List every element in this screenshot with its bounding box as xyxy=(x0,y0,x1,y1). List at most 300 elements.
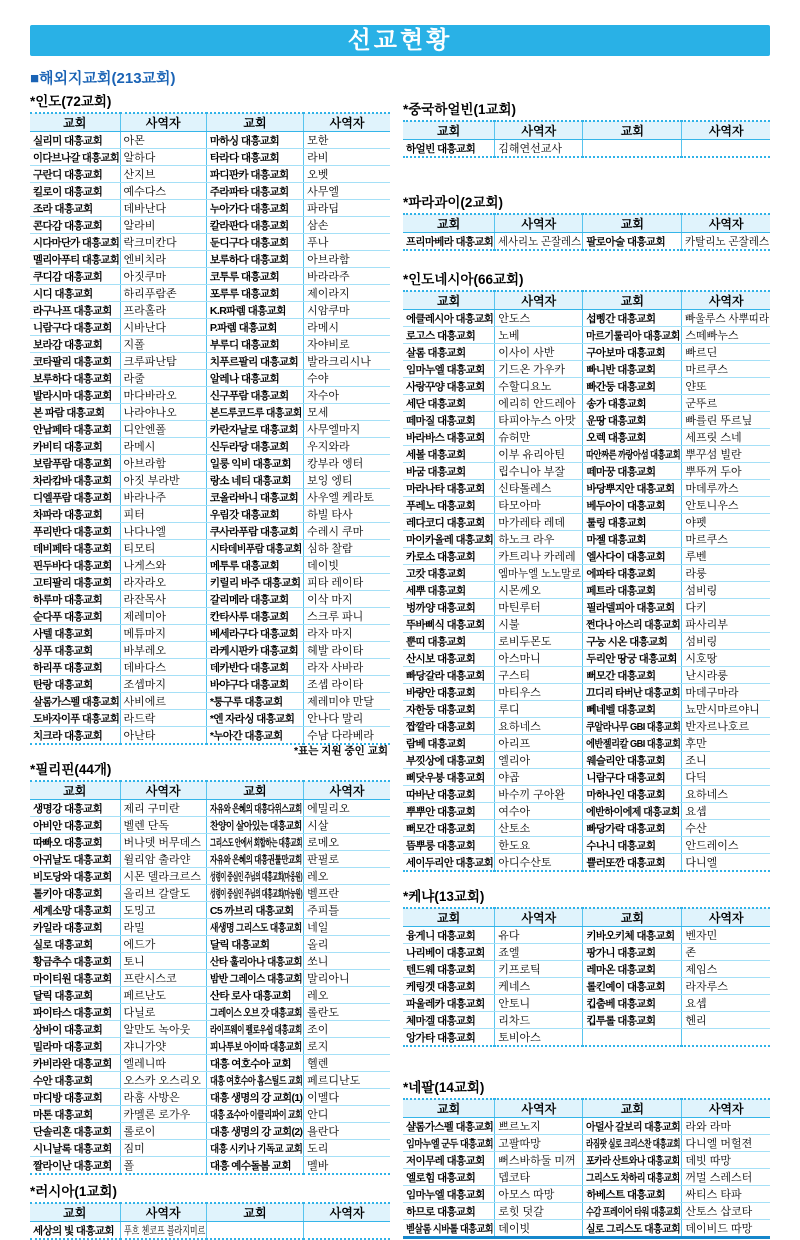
church-cell: 샬롬가스펠 대흥교회 xyxy=(403,1118,495,1135)
church-cell: 베두아이 대흥교회 xyxy=(583,497,682,514)
table-row xyxy=(30,438,390,455)
worker-cell: 우지와라 xyxy=(304,438,390,455)
table-row xyxy=(30,1157,390,1175)
column-header: 사역자 xyxy=(120,781,206,800)
table-row xyxy=(403,650,770,667)
table-row xyxy=(30,1072,390,1089)
table-title-china-harbin: *중국하얼빈(1교회) xyxy=(403,102,517,117)
worker-cell: 시살 xyxy=(304,817,390,834)
worker-cell: 마데구마라 xyxy=(682,684,770,701)
worker-cell: 세프릿 스네 xyxy=(682,429,770,446)
church-cell: 치크라 대흥교회 xyxy=(33,729,103,742)
table-row xyxy=(30,472,390,489)
church-cell: 떼마질 대흥교회 xyxy=(403,412,495,429)
worker-cell: 카탈리노 곤잘레스 xyxy=(682,233,770,251)
worker-cell: 아모스 따망 xyxy=(495,1186,583,1203)
worker-cell: 윌리암 출라얀 xyxy=(120,851,206,868)
church-cell: P.파렘 대흥교회 xyxy=(206,319,303,336)
worker-cell: 엔비치라 xyxy=(120,251,206,268)
table-kenya xyxy=(403,907,770,1047)
worker-cell: 토비아스 xyxy=(495,1029,583,1047)
table-row xyxy=(30,936,390,953)
worker-cell: 멜바 xyxy=(304,1157,390,1175)
church-cell: 짤라이난 대흥교회 xyxy=(33,1159,112,1172)
church-cell: 마하나인 대흥교회 xyxy=(583,786,682,803)
worker-cell: 메튜마지 xyxy=(120,625,206,642)
worker-cell: 이부 유리아틴 xyxy=(495,446,583,463)
church-cell: 바야구다 대흥교회 xyxy=(206,676,303,693)
worker-cell: 마티우스 xyxy=(495,684,583,701)
worker-cell: 반자르나호르 xyxy=(682,718,770,735)
church-cell: 빠당갈라 대흥교회 xyxy=(403,667,495,684)
church-cell: 쿠사라푸람 대흥교회 xyxy=(206,523,303,540)
worker-cell: 뻐스바하둘 미꺼 xyxy=(495,1152,583,1169)
worker-cell: 아브라함 xyxy=(304,251,390,268)
church-cell: 대흥 여호수아 홈스틸드 교회 xyxy=(206,1072,303,1089)
table-row xyxy=(30,234,390,251)
church-cell: 대흥 시키나 기독교 교회 xyxy=(206,1140,303,1157)
church-cell: 아덜사 갈보리 대흥교회 xyxy=(583,1118,682,1135)
worker-cell: 푸흐 첸코프 블라지미르 xyxy=(120,1222,206,1240)
church-cell: 세뿌 대흥교회 xyxy=(403,582,495,599)
church-cell: 상바이 대흥교회 xyxy=(30,1021,120,1038)
church-cell: 에파타 대흥교회 xyxy=(583,565,682,582)
church-cell: 세계소망 대흥교회 xyxy=(30,902,120,919)
church-cell: 카로소 대흥교회 xyxy=(403,548,495,565)
church-cell: 차라캄바 대흥교회 xyxy=(30,472,120,489)
table-columns xyxy=(30,90,770,1240)
church-cell: 사텔 대흥교회 xyxy=(30,625,120,642)
church-cell: 따빠오 대흥교회 xyxy=(30,834,120,851)
worker-cell: 자수아 xyxy=(304,387,390,404)
church-cell: 디엘푸람 대흥교회 xyxy=(30,489,120,506)
worker-cell: 사무엘 xyxy=(304,183,390,200)
table-title-philippines: *필리핀(44개) xyxy=(30,762,112,777)
table-row xyxy=(30,1004,390,1021)
worker-cell: 안디 xyxy=(304,1106,390,1123)
worker-cell: 마르쿠스 xyxy=(682,531,770,548)
worker-cell: 유다 xyxy=(495,927,583,944)
worker-cell: 지폴 xyxy=(120,336,206,353)
worker-cell: 데바다스 xyxy=(120,659,206,676)
church-cell: 산시보 대흥교회 xyxy=(403,650,495,667)
worker-cell: 바수끼 구아완 xyxy=(495,786,583,803)
worker-cell: 데이빗 xyxy=(495,1220,583,1238)
church-cell: 코투루 대흥교회 xyxy=(206,268,303,285)
church-cell: 따안짜른 까랑아섬 대흥교회 xyxy=(583,446,682,463)
worker-cell: 피터 xyxy=(120,506,206,523)
church-cell: 엘사다이 대흥교회 xyxy=(583,548,682,565)
table-nepal xyxy=(403,1098,770,1239)
table-row xyxy=(30,251,390,268)
church-cell: 하리푸 대흥교회 xyxy=(30,659,120,676)
worker-cell: 에리히 안드레아 xyxy=(495,395,583,412)
worker-cell: 레오 xyxy=(304,987,390,1004)
church-cell: 벙까양 대흥교회 xyxy=(403,599,495,616)
worker-cell: 뿌뚜꺼 두아 xyxy=(682,463,770,480)
worker-cell: 마다바라오 xyxy=(120,387,206,404)
church-cell: 피나투보 아이따 대흥교회 xyxy=(206,1038,303,1055)
worker-cell: 데이빗 xyxy=(304,557,390,574)
church-cell: 마이카올레 대흥교회 xyxy=(403,531,495,548)
column-header: 교회 xyxy=(30,113,120,132)
table-row xyxy=(403,1118,770,1135)
worker-cell: 삼손 xyxy=(304,217,390,234)
worker-cell: 쁘르노지 xyxy=(495,1118,583,1135)
church-cell: 치푸르팔리 대흥교회 xyxy=(206,353,303,370)
church-cell: 레마온 대흥교회 xyxy=(583,961,682,978)
column-header: 사역자 xyxy=(304,781,390,800)
table-row xyxy=(30,608,390,625)
church-cell: 섭삥간 대흥교회 xyxy=(583,310,682,327)
worker-cell: 올리 xyxy=(304,936,390,953)
church-cell: 임마누엘 대흥교회 xyxy=(403,1186,495,1203)
worker-cell: 다딕 xyxy=(682,769,770,786)
table-row xyxy=(403,1169,770,1186)
worker-cell: 하노크 라우 xyxy=(495,531,583,548)
worker-cell: 이사이 사반 xyxy=(495,344,583,361)
church-cell: 신구푸람 대흥교회 xyxy=(206,387,303,404)
table-row xyxy=(30,1140,390,1157)
church-cell: 실로 그리스도 대흥교회 xyxy=(583,1220,682,1238)
table-row xyxy=(403,684,770,701)
worker-cell: 빠를린 뚜르닢 xyxy=(682,412,770,429)
worker-cell: 라잔목사 xyxy=(120,591,206,608)
worker-cell: 뎁코타 xyxy=(495,1169,583,1186)
church-cell: 킵투롤 대흥교회 xyxy=(583,1012,682,1029)
table-row xyxy=(403,752,770,769)
church-cell: 세이두리안 대흥교회 xyxy=(406,856,494,869)
worker-cell: 크루파난탐 xyxy=(120,353,206,370)
worker-cell: 수할디요노 xyxy=(495,378,583,395)
church-cell: 푸리반다 대흥교회 xyxy=(30,523,120,540)
church-cell: 하루마 대흥교회 xyxy=(30,591,120,608)
worker-cell: 키프로틱 xyxy=(495,961,583,978)
church-cell: 뚜바삐식 대흥교회 xyxy=(403,616,495,633)
worker-cell: 마틴루터 xyxy=(495,599,583,616)
church-cell: 찬양이 살아있는 대흥교회 xyxy=(206,817,303,834)
table-row xyxy=(30,132,390,149)
table-row xyxy=(30,557,390,574)
church-cell: 파이타스 대흥교회 xyxy=(30,1004,120,1021)
church-cell: 체마겔 대흥교회 xyxy=(403,1012,495,1029)
worker-cell: 난시라룽 xyxy=(682,667,770,684)
church-cell: 임마누엘 군두 대흥교회 xyxy=(403,1135,495,1152)
worker-cell: 꺼멀 스레스터 xyxy=(682,1169,770,1186)
worker-cell: 수야 xyxy=(304,370,390,387)
church-cell: 하므로 대흥교회 xyxy=(403,1203,495,1220)
worker-cell: 아스마니 xyxy=(495,650,583,667)
worker-cell: 판필로 xyxy=(304,851,390,868)
worker-cell: 네일 xyxy=(304,919,390,936)
worker-cell: 노베 xyxy=(495,327,583,344)
table-row xyxy=(403,718,770,735)
table-row xyxy=(403,497,770,514)
worker-cell: 사비에르 xyxy=(120,693,206,710)
church-cell: 데카반다 대흥교회 xyxy=(206,659,303,676)
table-row xyxy=(30,817,390,834)
worker-cell: 올리브 갈랄도 xyxy=(120,885,206,902)
church-cell: 마톤 대흥교회 xyxy=(30,1106,120,1123)
worker-cell: 카트리나 카레레 xyxy=(495,548,583,565)
church-cell: 쩐다나 아스리 대흥교회 xyxy=(583,616,682,633)
table-row xyxy=(403,327,770,344)
table-row xyxy=(403,837,770,854)
column-header: 사역자 xyxy=(682,121,770,140)
table-row xyxy=(30,1089,390,1106)
table-row xyxy=(403,463,770,480)
worker-cell: 여수아 xyxy=(495,803,583,820)
worker-cell: 알하다 xyxy=(120,149,206,166)
church-cell: 따바난 대흥교회 xyxy=(403,786,495,803)
church-cell: 일룽 익비 대흥교회 xyxy=(206,455,303,472)
church-cell: 달릭 대흥교회 xyxy=(206,936,303,953)
table-row xyxy=(403,735,770,752)
worker-cell: 나라야나오 xyxy=(120,404,206,421)
church-cell: C5 까브리 대흥교회 xyxy=(206,902,303,919)
church-cell: 라케시판카 대흥교회 xyxy=(206,642,303,659)
church-cell: 멜리아푸티 대흥교회 xyxy=(30,251,120,268)
worker-cell: 구스티 xyxy=(495,667,583,684)
table-row xyxy=(30,676,390,693)
table-row xyxy=(30,268,390,285)
church-cell: 니람구다 대흥교회 xyxy=(30,319,120,336)
church-cell: 보람푸람 대흥교회 xyxy=(30,455,120,472)
worker-cell: 아짓쿠마 xyxy=(120,268,206,285)
table-row xyxy=(403,927,770,944)
worker-cell: 라메시 xyxy=(120,438,206,455)
worker-cell: 롤란도 xyxy=(304,1004,390,1021)
worker-cell: 안토니 xyxy=(495,995,583,1012)
table-row xyxy=(403,361,770,378)
worker-cell: 죠엘 xyxy=(495,944,583,961)
church-cell: 그리스도 안에서 회합하는 대흥교회 xyxy=(206,834,303,851)
column-header: 교회 xyxy=(583,121,682,140)
column-header: 사역자 xyxy=(495,291,583,310)
table-row xyxy=(30,540,390,557)
table-row xyxy=(30,591,390,608)
table-row xyxy=(403,565,770,582)
column-header: 교회 xyxy=(583,908,682,927)
church-cell: 텐드웨 대흥교회 xyxy=(403,961,495,978)
table-row xyxy=(30,302,390,319)
table-row xyxy=(30,370,390,387)
church-cell: 마르기룰리아 대흥교회 xyxy=(583,327,682,344)
section-russia xyxy=(30,1180,390,1240)
worker-cell: 라룽 xyxy=(682,565,770,582)
column-header: 교회 xyxy=(403,121,495,140)
column-header: 교회 xyxy=(583,291,682,310)
church-cell: 코올라바니 대흥교회 xyxy=(206,489,303,506)
church-cell: 부낏상에 대흥교회 xyxy=(403,752,495,769)
worker-cell: 아디수산토 xyxy=(495,854,583,872)
church-cell: 나리베이 대흥교회 xyxy=(403,944,495,961)
worker-cell: 요셉 xyxy=(682,803,770,820)
column-header: 사역자 xyxy=(682,908,770,927)
worker-cell: 벨렌 단독 xyxy=(120,817,206,834)
church-cell: 페트라 대흥교회 xyxy=(583,582,682,599)
church-cell: 카일라 대흥교회 xyxy=(30,919,120,936)
table-row xyxy=(30,1222,390,1240)
church-cell: 레다코디 대흥교회 xyxy=(403,514,495,531)
table-row xyxy=(30,523,390,540)
worker-cell: 라줄 xyxy=(120,370,206,387)
church-cell: 아비안 대흥교회 xyxy=(30,817,120,834)
worker-cell: 후만 xyxy=(682,735,770,752)
column-header: 교회 xyxy=(403,214,495,233)
worker-cell: 제레미야 만달 xyxy=(304,693,390,710)
worker-cell: 타모아마 xyxy=(495,497,583,514)
worker-cell: 알만도 녹아웃 xyxy=(120,1021,206,1038)
church-cell: 임마누엘 대흥교회 xyxy=(403,361,495,378)
church-cell: 대흥 죠수아 이클리파이 교회 xyxy=(206,1106,303,1123)
section-kenya xyxy=(403,885,770,1047)
church-cell: 카란자날로 대흥교회 xyxy=(206,421,303,438)
worker-cell: 캉부라 엥터 xyxy=(304,455,390,472)
church-cell: 대흥 생명의 강 교회(1) xyxy=(206,1089,303,1106)
church-cell: 시다마단가 대흥교회 xyxy=(30,234,120,251)
table-row xyxy=(30,217,390,234)
worker-cell: 스떼빠누스 xyxy=(682,327,770,344)
church-cell: 빠간둥 대흥교회 xyxy=(583,378,682,395)
table-row xyxy=(403,412,770,429)
church-cell: 빠니반 대흥교회 xyxy=(583,361,682,378)
church-cell: 에클레시아 대흥교회 xyxy=(403,310,495,327)
church-cell: 마디방 대흥교회 xyxy=(30,1089,120,1106)
worker-cell: 야곱 xyxy=(495,769,583,786)
worker-cell: 시몬 델라크르스 xyxy=(120,868,206,885)
worker-cell: 라비 xyxy=(304,149,390,166)
church-cell: 메투루 대흥교회 xyxy=(206,557,303,574)
table-row xyxy=(403,944,770,961)
table-row xyxy=(30,710,390,727)
table-row xyxy=(30,851,390,868)
table-row xyxy=(403,1152,770,1169)
worker-cell: 슈허만 xyxy=(495,429,583,446)
church-cell: 짭깔라 대흥교회 xyxy=(403,718,495,735)
table-row xyxy=(403,786,770,803)
church-cell: 누아가다 대흥교회 xyxy=(206,200,303,217)
worker-cell: 다닐로 xyxy=(120,1004,206,1021)
table-row xyxy=(30,1038,390,1055)
worker-cell: 루디 xyxy=(495,701,583,718)
worker-cell: 뿌꾸섬 빌란 xyxy=(682,446,770,463)
table-row xyxy=(30,1055,390,1072)
table-row xyxy=(403,667,770,684)
worker-cell: 조셉 라이타 xyxy=(304,676,390,693)
table-row xyxy=(403,531,770,548)
worker-cell: 신타톨레스 xyxy=(495,480,583,497)
church-cell: 융게니 대흥교회 xyxy=(403,927,495,944)
church-cell: 에반젤리칼 GBI 대흥교회 xyxy=(583,735,682,752)
worker-cell: 사우엘 케라토 xyxy=(304,489,390,506)
church-cell: 바당뿌지안 대흥교회 xyxy=(583,480,682,497)
church-cell: 그레이스 오브 갓 대흥교회 xyxy=(206,1004,303,1021)
worker-cell: 헬렌 xyxy=(304,1055,390,1072)
worker-cell: 사무엘마지 xyxy=(304,421,390,438)
table-row xyxy=(30,902,390,919)
church-cell: 발라시마 대흥교회 xyxy=(30,387,120,404)
worker-cell: 나게스와 xyxy=(120,557,206,574)
church-cell: 타라다 대흥교회 xyxy=(206,149,303,166)
church-cell: 알레나 대흥교회 xyxy=(206,370,303,387)
table-title-nepal: *네팔(14교회) xyxy=(403,1080,485,1095)
church-cell: 자한둥 대흥교회 xyxy=(403,701,495,718)
worker-cell: 심하 찰람 xyxy=(304,540,390,557)
column-header: 교회 xyxy=(403,1099,495,1118)
worker-cell: 케네스 xyxy=(495,978,583,995)
church-cell xyxy=(206,1222,303,1240)
worker-cell: 모한 xyxy=(304,132,390,149)
table-title-india: *인도(72교회) xyxy=(30,94,112,109)
church-cell: 톨키아 대흥교회 xyxy=(30,885,120,902)
church-cell: 뿌뿌안 대흥교회 xyxy=(403,803,495,820)
worker-cell: 파사리부 xyxy=(682,616,770,633)
worker-cell: 이멜다 xyxy=(304,1089,390,1106)
church-cell: 밤반 그레이스 대흥교회 xyxy=(206,970,303,987)
church-cell xyxy=(583,140,682,158)
worker-cell: 제리 구미란 xyxy=(120,800,206,817)
worker-cell: 시불 xyxy=(495,616,583,633)
table-row xyxy=(30,387,390,404)
table-title-paraguay: *파라과이(2교회) xyxy=(403,195,503,210)
worker-cell: 에드가 xyxy=(120,936,206,953)
worker-cell xyxy=(682,1029,770,1047)
church-cell: 신두라당 대흥교회 xyxy=(206,438,303,455)
church-cell: 푸레노 대흥교회 xyxy=(403,497,495,514)
worker-cell: 토니 xyxy=(120,953,206,970)
worker-cell: 안드레이스 xyxy=(682,837,770,854)
worker-cell: 하리푸람존 xyxy=(120,285,206,302)
worker-cell: 안도스 xyxy=(495,310,583,327)
left-column xyxy=(30,90,390,1240)
worker-cell: 오스카 오스리오 xyxy=(120,1072,206,1089)
church-cell: 세상의 빛 대흥교회 xyxy=(33,1224,114,1237)
church-cell: 랑소 네티 대흥교회 xyxy=(206,472,303,489)
table-row xyxy=(30,625,390,642)
worker-cell: 섬비링 xyxy=(682,582,770,599)
church-cell: 코타팔리 대흥교회 xyxy=(30,353,120,370)
worker-cell: 마데루까스 xyxy=(682,480,770,497)
column-header: 교회 xyxy=(403,291,495,310)
church-cell: 프리마베라 대흥교회 xyxy=(406,235,494,248)
worker-cell: 얀또 xyxy=(682,378,770,395)
table-title-russia: *러시아(1교회) xyxy=(30,1184,117,1199)
table-row xyxy=(30,1123,390,1140)
worker-cell: 다니엘 xyxy=(682,854,770,872)
church-cell: *퉁구루 대흥교회 xyxy=(206,693,303,710)
table-row xyxy=(30,1106,390,1123)
worker-cell: 다니엘 머헐젼 xyxy=(682,1135,770,1152)
church-cell: 세단 대흥교회 xyxy=(403,395,495,412)
worker-cell: 마르쿠스 xyxy=(682,361,770,378)
church-cell: 시디 대흥교회 xyxy=(30,285,120,302)
church-cell: 구란디 대흥교회 xyxy=(30,166,120,183)
church-cell: 싱푸 대흥교회 xyxy=(30,642,120,659)
church-cell: 살롬가스펠 대흥교회 xyxy=(30,693,120,710)
church-cell: 팡가니 대흥교회 xyxy=(583,944,682,961)
table-row xyxy=(30,166,390,183)
church-cell: 키바오키체 대흥교회 xyxy=(583,927,682,944)
column-header: 사역자 xyxy=(120,113,206,132)
worker-cell: 요하네스 xyxy=(682,786,770,803)
table-row xyxy=(403,1220,770,1238)
table-row xyxy=(403,548,770,565)
column-header: 사역자 xyxy=(495,908,583,927)
column-header: 사역자 xyxy=(304,1203,390,1222)
table-row xyxy=(30,953,390,970)
table-row xyxy=(30,455,390,472)
